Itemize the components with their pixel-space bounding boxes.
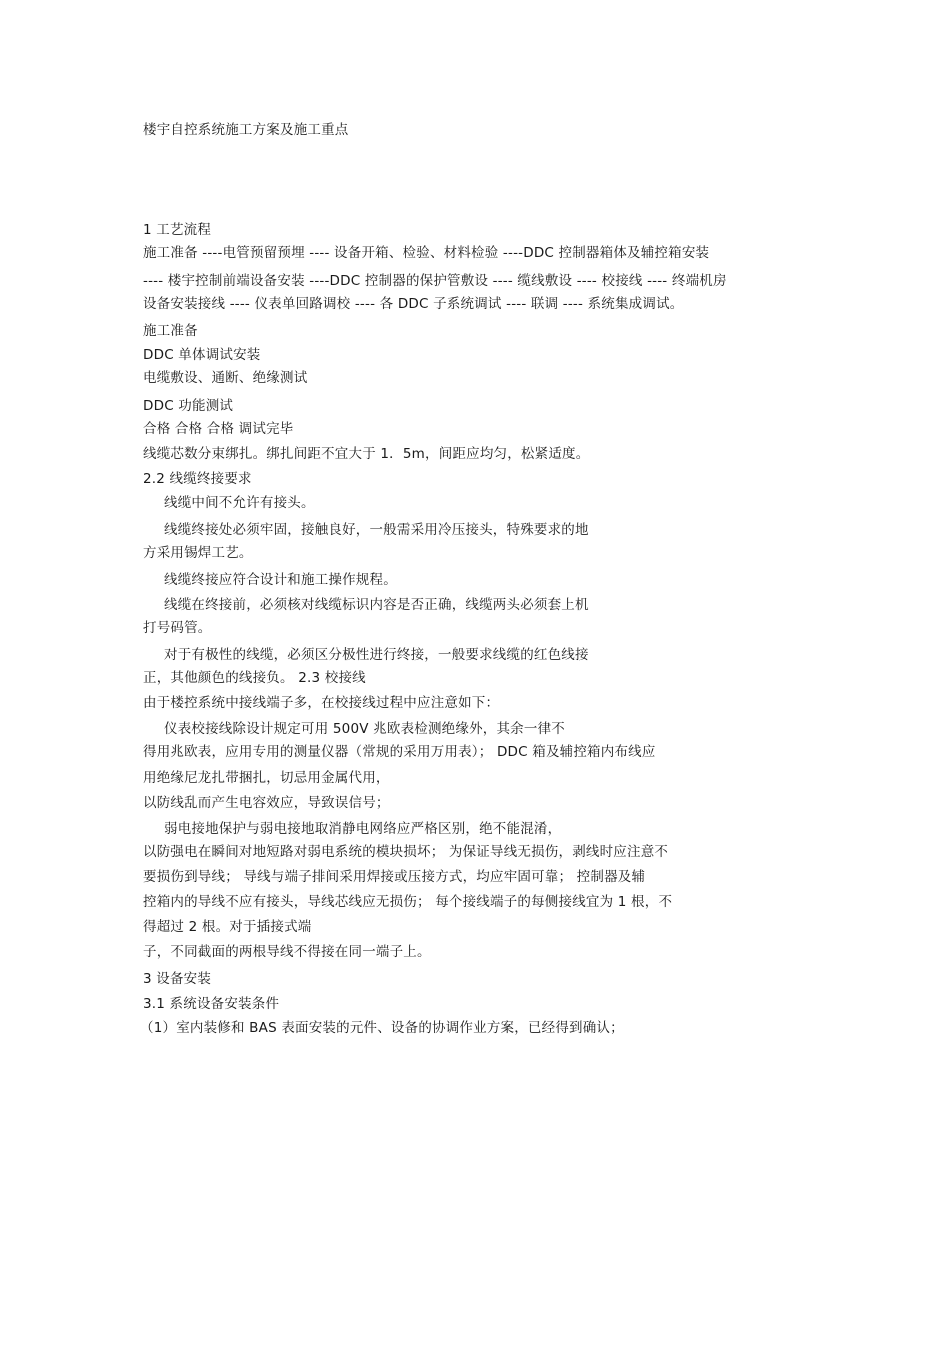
flow-step: 合格 合格 合格 调试完毕 [143,421,294,437]
body-line: 仪表校接线除设计规定可用 500V 兆欧表检测绝缘外，其余一律不 [164,721,565,737]
body-line: 控箱内的导线不应有接头，导线芯线应无损伤； 每个接线端子的每侧接线宜为 1 根，不 [143,894,673,910]
flow-step: 电缆敷设、通断、绝缘测试 [143,370,308,386]
flow-step: DDC 功能测试 [143,398,234,414]
process-flow-line: ---- 楼宇控制前端设备安装 ----DDC 控制器的保护管敷设 ---- 缆线敷设 ---- 校接线 ---- 终端机房 [143,273,727,289]
body-line: 弱电接地保护与弱电接地取消静电网络应严格区别，绝不能混淆， [164,821,562,837]
body-line: 线缆芯数分束绑扎。绑扎间距不宜大于 1．5m，间距应均匀，松紧适度。 [143,446,590,462]
section-heading: 3.1 系统设备安装条件 [143,996,280,1012]
body-line: 打号码管。 [143,620,212,636]
body-line: 线缆终接应符合设计和施工操作规程。 [164,572,397,588]
body-line: 用绝缘尼龙扎带捆扎，切忌用金属代用， [143,770,390,786]
body-line: 线缆在终接前，必须核对线缆标识内容是否正确，线缆两头必须套上机 [164,597,589,613]
process-flow-line: 施工准备 ----电管预留预埋 ---- 设备开箱、检验、材料检验 ----DDC 控制器箱体及辅控箱安装 [143,245,710,261]
body-line: 线缆中间不允许有接头。 [164,495,315,511]
body-line: 以防线乱而产生电容效应，导致误信号； [143,795,390,811]
body-line: 由于楼控系统中接线端子多，在校接线过程中应注意如下： [143,695,500,711]
flow-step: 施工准备 [143,323,198,339]
body-line: 子，不同截面的两根导线不得接在同一端子上。 [143,944,431,960]
body-line: 方采用锡焊工艺。 [143,545,253,561]
body-line: （1）室内装修和 BAS 表面安装的元件、设备的协调作业方案，已经得到确认； [140,1020,624,1036]
body-line: 得用兆欧表，应用专用的测量仪器（常规的采用万用表）； DDC 箱及辅控箱内布线应 [143,744,656,760]
flow-step: DDC 单体调试安装 [143,347,261,363]
body-line: 正，其他颜色的线接负。 2.3 校接线 [143,670,366,686]
body-line: 要损伤到导线； 导线与端子排间采用焊接或压接方式，均应牢固可靠； 控制器及辅 [143,869,646,885]
document-title: 楼宇自控系统施工方案及施工重点 [143,122,349,138]
body-line: 以防强电在瞬间对地短路对弱电系统的模块损坏； 为保证导线无损伤，剥线时应注意不 [143,844,669,860]
section-heading: 3 设备安装 [143,971,212,987]
body-line: 得超过 2 根。对于插接式端 [143,919,312,935]
body-line: 线缆终接处必须牢固，接触良好，一般需采用冷压接头，特殊要求的地 [164,522,589,538]
process-flow-line: 设备安装接线 ---- 仪表单回路调校 ---- 各 DDC 子系统调试 ---- 联调 ---- 系统集成调试。 [143,296,684,312]
body-line: 对于有极性的线缆，必须区分极性进行终接，一般要求线缆的红色线接 [164,647,589,663]
section-heading: 1 工艺流程 [143,222,212,238]
section-heading: 2.2 线缆终接要求 [143,471,252,487]
